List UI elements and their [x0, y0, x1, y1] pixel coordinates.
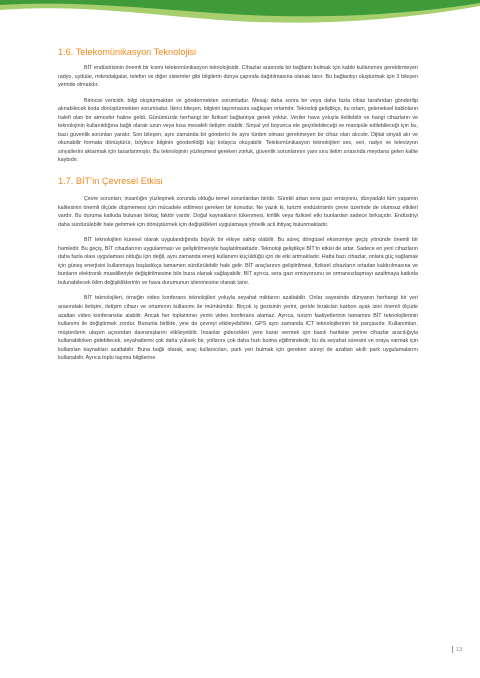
- page-footer: [452, 646, 462, 653]
- section-heading-environment: 1.7. BİT’in Çevresel Etkisi: [58, 176, 163, 187]
- header-wave-decoration: [0, 0, 480, 32]
- page-number: 13: [456, 646, 462, 653]
- footer-divider: [452, 646, 453, 653]
- page-content: [58, 46, 418, 370]
- paragraph: BİT teknolojileri, örneğin video konferans teknolojileri yoluyla seyahat miktarını azaltabilir. Onlar sayesinde dünyanın herhangi bir yeri arasındaki iletişim, iletişim cihazı ve ortamının kullanımı ile mümkündür. Birçok iş gezisinin yerini, geride bırakılan karbon ayak izini önemli ölçüde azaltan video konferanslar alabilir. Ancak her toplantının yerini video konferans alamaz. Ayrıca, turizm faaliyetlerinin tamamını BİT teknolojilerinin kullanımı ile değiştirmek zordur. Bununla birlikte, yine de çevreyi etkileyebilirler. GPS aynı zamanda ICT teknolojilerinin bir parçasıdır. Kullanımları, müşterilerin ulaşım açısından davranışlarını etkileyebilir. İnsanlar gidecekleri yere karar vermek için basılı haritalar yerine cihazlar aracılığıyla kullanabilirken gidebilecek, seyahatlerini çok daha yüksek bir, yollarını çok daha hızlı bulma eğilimindedir, bu da seyahat süresini ve oraya varmak için kullanılan kaynakları azaltabilir. Buna bağlı olarak, araç kullanıcıları, park yeri bulmak için gereken süreyi de azaltan akıllı park uygulamalarını kullanabilir. Ayrıca toplu taşıma bilgilerine: [58, 295, 418, 362]
- section-heading-telecom: 1.6. Telekomünikasyon Teknolojisi: [58, 47, 197, 57]
- paragraph: Birincisi vericidir, bilgi oluşturmaktan ve göndermekten sorumludur. Mesajı daha sonra bir veya daha fazla cihaz tarafından gönderilip alınabilecek koda dönüştürmekten sorumludur. İkinci bileşen, bilginin taşınmasını sağlayan ortamdır. Teknoloji geliştikçe, bu ortam, geleneksel kabloların halefi olan bir atmosfer haline geldi. Günümüzde herhangi bir fiziksel bağlantıya gerek yoktur. Veriler hava yoluyla iletilebilir ve hangi cihazların ve teknolojinin kullanıldığına bağlı olarak uzun veya kısa mesafeli iletişim olabilir. Sinyal yol boyunca ele geçirilebileceği ve manipüle edilebileceği için bu, bazı güvenlik sorunları yaratır. Son bileşen, aynı zamanda bir gönderici ile aynı türden olması gerekmeyen bir cihaz olan alıcıdır. Dijital sinyali alır ve okunabilir formata dönüştürür, böylece bilginin gönderildiği kişi kolayca okuyabilir. Telekomünikasyon teknolojileri ses, veri, radyo ve televizyon sinyallerini aktarmak için tasarlanmıştır. Bu teknolojinin yüzleşmesi gereken zorluk, güvenlik sorunlarının yanı sıra iletim sırasında meydana gelen kalite kaybıdır.: [58, 97, 418, 164]
- paragraph: BİT teknolojileri küresel olarak uygulandığında büyük bir etkiye sahip olabilir. Bu süreç döngüsel ekonomiye geçiş yönünde önemli bir hamledir. Bu geçiş, BİT cihazlarının uygulanması ve geliştirilmesiyle başlatılmaktadır. Teknoloji geliştikçe BİT’in etkisi de artar. Sadece en yeni cihazların daha fazla olası uygulaması olduğu için değil, aynı zamanda enerji kullanımı küçüldüğü için de etki artmaktadır. Hatta bazı cihazlar, onlara güç sağlamak için güneş enerjisini kullanmaya başladıkça tamamen sürdürülebilir hale gelir. BİT araçlarının geliştirilmesi, fiziksel cihazların ortadan kaldırılmasına ve bunların elektronik muadilleriyle değiştirilmesine bile buna olanak sağlayabilir. BİT ayrıca, sera gazı emisyonunu ve ormansızlaşmayı azaltmaya katkıda bulunabilecek iklim değişikliklerinin ve hava durumunun izlenmesine olanak tanır.: [58, 237, 419, 286]
- paragraph: Çevre sorunları, insanlığın yüzleşmek zorunda olduğu temel sorunlardan biridir. Sürekli artan sera gazı emisyonu, dünyadaki tüm yaşamın kalitesinin önemli ölçüde düşmemesi için mücadele edilmesi gereken bir konudur. Ne yazık ki, turizm endüstrisinin çevre üzerinde de olumsuz etkileri vardır. Bu duruma katkıda bulunan birkaç faktör vardır. Doğal kaynakların tükenmesi, kirlilik veya fiziksel etki bunlardan sadece birkaçıdır. Endüstriyi daha sürdürülebilir hale getirmek için dönüştürmek için değişiklikleri uygulamaya yönelik acil ihtiyaç bulunmaktadır.: [58, 196, 418, 228]
- paragraph: BİT endüstrisinin önemli bir kısmı telekomünikasyon teknolojisidir. Cihazlar arasında bir bağlantı bulmak için kablo kullanımını gerektirmeyen radyo, uydular, mikrodalgalar, telefon ve diğer sistemler gibi bilgilerin dünya çapında dağıtılmasına olanak tanır. Bu bağlantıyı oluşturmak için 3 bileşen yerinde olmalıdır.: [58, 65, 418, 89]
